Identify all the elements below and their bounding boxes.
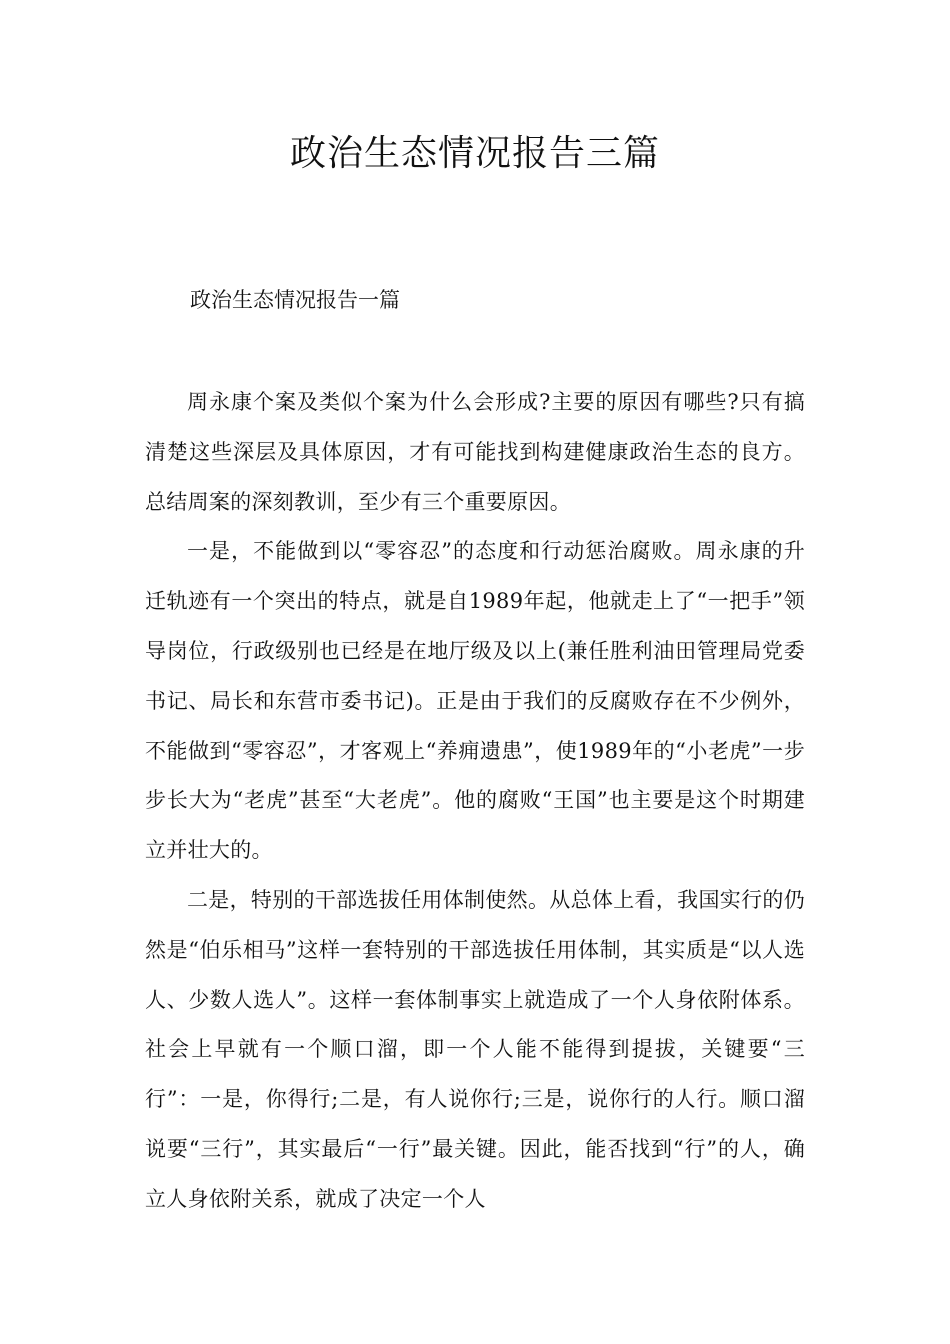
section-heading: 政治生态情况报告一篇 [190,288,400,312]
document-title: 政治生态情况报告三篇 [289,133,660,174]
paragraph-3: 二是，特别的干部选拔任用体制使然。从总体上看，我国实行的仍然是“伯乐相马”这样一套特别的干部选拔任用体制，其实质是“以人选人、少数人选人”。这样一套体制事实上就造成了一个人身依附体系。社会上早就有一个顺口溜，即一个人能不能得到提拔，关键要“三行”：一是，你得行;二是，有人说你行;三是，说你行的人行。顺口溜说要“三行”，其实最后“一行”最关键。因此，能否找到“行”的人，确立人身依附关系，就成了决定一个人 [145,887,805,1211]
paragraph-2: 一是，不能做到以“零容忍”的态度和行动惩治腐败。周永康的升迁轨迹有一个突出的特点，就是自1989年起，他就走上了“一把手”领导岗位，行政级别也已经是在地厅级及以上(兼任胜利油田管理局党委书记、局长和东营市委书记)。正是由于我们的反腐败存在不少例外，不能做到“零容忍”，才客观上“养痈遗患”，使1989年的“小老虎”一步步长大为“老虎”甚至“大老虎”。他的腐败“王国”也主要是这个时期建立并壮大的。 [145,539,805,863]
paragraph-1: 周永康个案及类似个案为什么会形成?主要的原因有哪些?只有搞清楚这些深层及具体原因，才有可能找到构建健康政治生态的良方。总结周案的深刻教训，至少有三个重要原因。 [145,390,805,514]
body-text [145,378,805,1225]
